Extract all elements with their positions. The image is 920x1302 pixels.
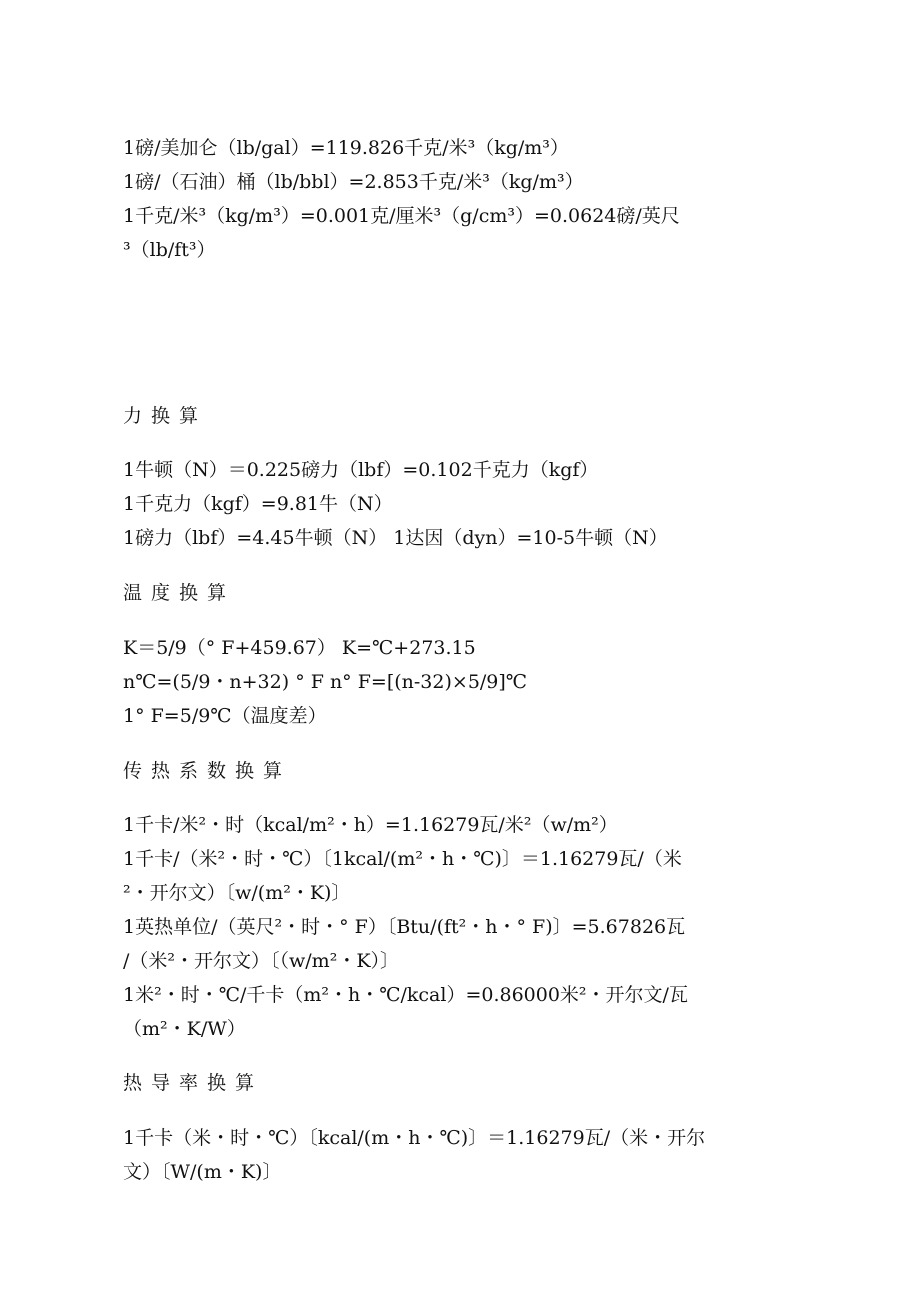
thermal-conductivity-lines — [123, 1121, 803, 1189]
heat-transfer-line: ²・开尔文）〔w/(m²・K)〕 — [123, 882, 351, 904]
temperature-section — [123, 576, 803, 610]
force-line: 1牛顿（N）＝0.225磅力（lbf）=0.102千克力（kgf） — [123, 459, 599, 481]
density-line: 1千克/米³（kg/m³）=0.001克/厘米³（g/cm³）=0.0624磅/英尺 — [123, 205, 680, 227]
temperature-lines — [123, 631, 803, 733]
heat-transfer-section — [123, 754, 803, 788]
force-line: 1磅力（lbf）=4.45牛顿（N） 1达因（dyn）=10-5牛顿（N） — [123, 527, 668, 549]
force-line: 1千克力（kgf）=9.81牛（N） — [123, 493, 393, 515]
heat-transfer-line: 1米²・时・℃/千卡（m²・h・℃/kcal）=0.86000米²・开尔文/瓦 — [123, 984, 688, 1006]
thermal-conductivity-line: 1千卡（米・时・℃）〔kcal/(m・h・℃)〕＝1.16279瓦/（米・开尔 — [123, 1127, 706, 1149]
temperature-heading: 温度换算 — [123, 582, 236, 604]
density-line: ³（lb/ft³） — [123, 239, 216, 261]
heat-transfer-line: 1千卡/米²・时（kcal/m²・h）=1.16279瓦/米²（w/m²） — [123, 814, 618, 836]
heat-transfer-line: （m²・K/W） — [123, 1018, 246, 1040]
density-section — [123, 131, 803, 267]
heat-transfer-lines — [123, 808, 803, 1046]
force-heading: 力换算 — [123, 405, 208, 427]
temperature-line: n℃=(5/9・n+32) ° F n° F=[(n-32)×5/9]℃ — [123, 671, 528, 693]
heat-transfer-heading: 传热系数换算 — [123, 760, 292, 782]
density-line: 1磅/（石油）桶（lb/bbl）=2.853千克/米³（kg/m³） — [123, 171, 584, 193]
force-section — [123, 399, 803, 433]
thermal-conductivity-heading: 热导率换算 — [123, 1072, 264, 1094]
density-line: 1磅/美加仑（lb/gal）=119.826千克/米³（kg/m³） — [123, 137, 569, 159]
heat-transfer-line: 1千卡/（米²・时・℃）〔1kcal/(m²・h・℃)〕＝1.16279瓦/（米 — [123, 848, 682, 870]
temperature-line: K＝5/9（° F+459.67） K=℃+273.15 — [123, 637, 476, 659]
thermal-conductivity-section — [123, 1066, 803, 1100]
force-lines — [123, 453, 803, 555]
temperature-line: 1° F=5/9℃（温度差） — [123, 705, 327, 727]
thermal-conductivity-line: 文）〔W/(m・K)〕 — [123, 1161, 282, 1183]
heat-transfer-line: 1英热单位/（英尺²・时・° F）〔Btu/(ft²・h・° F)〕=5.67826瓦 — [123, 916, 686, 938]
heat-transfer-line: /（米²・开尔文）〔（w/m²・K）〕 — [123, 950, 400, 972]
